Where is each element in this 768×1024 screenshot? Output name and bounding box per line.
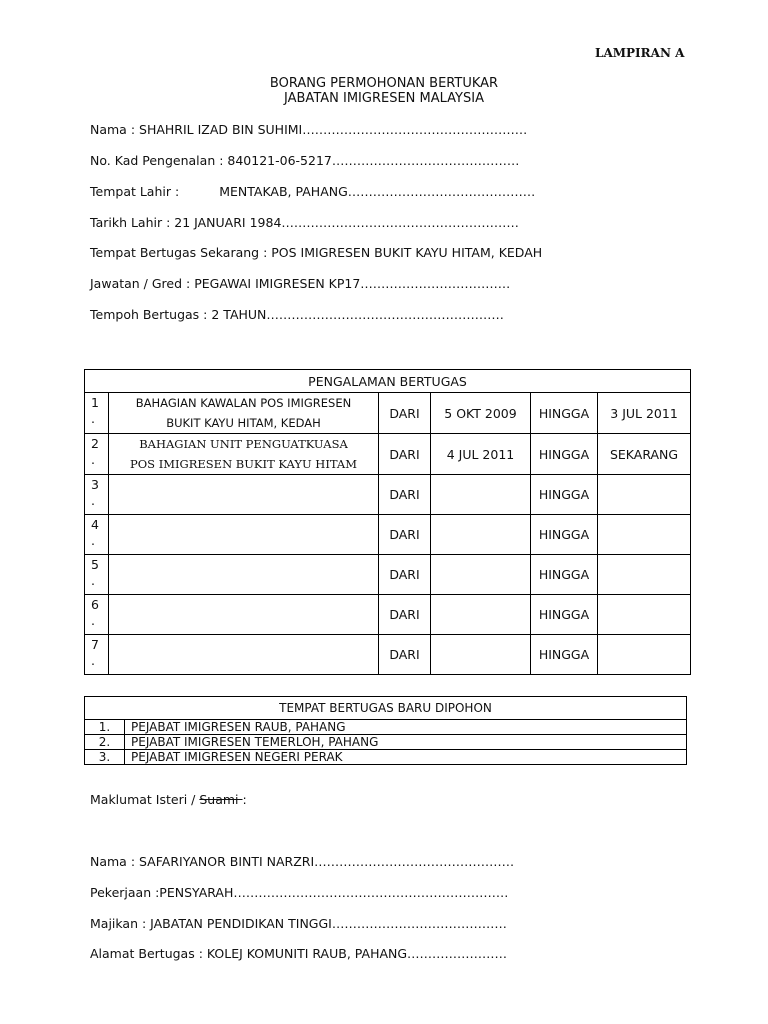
experience-row — [85, 475, 691, 515]
experience-row — [85, 555, 691, 595]
field-nama: Nama : SHAHRIL IZAD BIN SUHIMI……………………………………………… — [90, 122, 528, 137]
new-posting-number: 3. — [85, 750, 125, 765]
row-number-digit: 4 — [91, 517, 99, 532]
new-posting-row — [85, 750, 687, 765]
field-tempat-bertugas: Tempat Bertugas Sekarang : POS IMIGRESEN BUKIT KAYU HITAM, KEDAH — [90, 245, 543, 260]
dari-label: DARI — [379, 393, 431, 434]
spouse-nama: Nama : SAFARIYANOR BINTI NARZRI………………………………………… — [90, 854, 515, 869]
date-from — [431, 515, 531, 555]
date-to: SEKARANG — [598, 434, 691, 475]
date-to: 3 JUL 2011 — [598, 393, 691, 434]
experience-row — [85, 595, 691, 635]
row-number-dot: . — [91, 493, 95, 508]
spouse-alamat-bertugas: Alamat Bertugas : KOLEJ KOMUNITI RAUB, PAHANG…………………… — [90, 946, 508, 961]
row-number-dot: . — [91, 573, 95, 588]
row-number-digit: 6 — [91, 597, 99, 612]
field-tarikh-lahir: Tarikh Lahir : 21 JANUARI 1984………………………………………………… — [90, 215, 519, 230]
experience-department — [109, 515, 379, 555]
spouse-label-prefix: Maklumat Isteri / — [90, 792, 200, 807]
new-posting-row — [85, 720, 687, 735]
date-from: 4 JUL 2011 — [431, 434, 531, 475]
row-number-dot: . — [91, 653, 95, 668]
row-number-dot: . — [91, 452, 95, 467]
department-line1: BAHAGIAN UNIT PENGUATKUASA — [139, 437, 348, 451]
spouse-label-suffix: : — [242, 792, 247, 807]
spouse-pekerjaan: Pekerjaan :PENSYARAH………………………………………………………… — [90, 885, 509, 900]
hingga-label: HINGGA — [531, 475, 598, 515]
hingga-label: HINGGA — [531, 555, 598, 595]
experience-department — [109, 393, 379, 434]
dari-label: DARI — [379, 515, 431, 555]
form-title-line2: JABATAN IMIGRESEN MALAYSIA — [284, 91, 484, 106]
department-line2: BUKIT KAYU HITAM, KEDAH — [166, 416, 321, 430]
field-tempat-lahir — [90, 184, 535, 199]
department-line2: POS IMIGRESEN BUKIT KAYU HITAM — [130, 457, 357, 471]
dari-label: DARI — [379, 434, 431, 475]
experience-row-number — [85, 393, 109, 434]
experience-department — [109, 555, 379, 595]
date-to — [598, 555, 691, 595]
new-posting-office: PEJABAT IMIGRESEN RAUB, PAHANG — [125, 720, 687, 735]
new-posting-table — [84, 696, 687, 765]
date-from — [431, 595, 531, 635]
experience-department — [109, 635, 379, 675]
experience-row-number — [85, 635, 109, 675]
spouse-majikan: Majikan : JABATAN PENDIDIKAN TINGGI…………………………………… — [90, 916, 507, 931]
experience-row-number — [85, 475, 109, 515]
field-tempat-lahir-label: Tempat Lahir : — [90, 184, 180, 199]
dari-label: DARI — [379, 475, 431, 515]
hingga-label: HINGGA — [531, 595, 598, 635]
hingga-label: HINGGA — [531, 393, 598, 434]
experience-row — [85, 434, 691, 475]
date-to — [598, 635, 691, 675]
date-from — [431, 555, 531, 595]
spouse-label-struck: Suami — [199, 792, 243, 807]
row-number-dot: . — [91, 533, 95, 548]
hingga-label: HINGGA — [531, 434, 598, 475]
row-number-digit: 1 — [91, 395, 99, 410]
date-to — [598, 515, 691, 555]
dari-label: DARI — [379, 595, 431, 635]
date-from — [431, 475, 531, 515]
dari-label: DARI — [379, 635, 431, 675]
experience-row — [85, 515, 691, 555]
row-number-digit: 2 — [91, 436, 99, 451]
new-posting-number: 2. — [85, 735, 125, 750]
experience-table — [84, 369, 691, 675]
row-number-dot: . — [91, 411, 95, 426]
dari-label: DARI — [379, 555, 431, 595]
experience-department — [109, 475, 379, 515]
spouse-section-label — [90, 792, 247, 807]
hingga-label: HINGGA — [531, 515, 598, 555]
field-kad-pengenalan: No. Kad Pengenalan : 840121-06-5217……………………………………… — [90, 153, 520, 168]
lampiran-label: LAMPIRAN A — [595, 46, 685, 60]
experience-row-number — [85, 555, 109, 595]
date-from — [431, 635, 531, 675]
experience-department — [109, 434, 379, 475]
date-to — [598, 475, 691, 515]
row-number-digit: 5 — [91, 557, 99, 572]
field-tempoh-bertugas: Tempoh Bertugas : 2 TAHUN………………………………………………… — [90, 307, 504, 322]
field-jawatan-gred: Jawatan / Gred : PEGAWAI IMIGRESEN KP17……………………………… — [90, 276, 511, 291]
hingga-label: HINGGA — [531, 635, 598, 675]
experience-row-number — [85, 595, 109, 635]
date-from: 5 OKT 2009 — [431, 393, 531, 434]
form-title-line1: BORANG PERMOHONAN BERTUKAR — [269, 76, 499, 91]
row-number-digit: 3 — [91, 477, 99, 492]
department-line1: BAHAGIAN KAWALAN POS IMIGRESEN — [135, 396, 352, 410]
new-posting-office: PEJABAT IMIGRESEN NEGERI PERAK — [125, 750, 687, 765]
new-posting-office: PEJABAT IMIGRESEN TEMERLOH, PAHANG — [125, 735, 687, 750]
date-to — [598, 595, 691, 635]
experience-row — [85, 635, 691, 675]
new-posting-header: TEMPAT BERTUGAS BARU DIPOHON — [85, 697, 687, 720]
experience-row — [85, 393, 691, 434]
new-posting-number: 1. — [85, 720, 125, 735]
row-number-digit: 7 — [91, 637, 99, 652]
field-tempat-lahir-value: MENTAKAB, PAHANG……………………………………… — [219, 184, 536, 199]
row-number-dot: . — [91, 613, 95, 628]
new-posting-row — [85, 735, 687, 750]
experience-department — [109, 595, 379, 635]
experience-header: PENGALAMAN BERTUGAS — [85, 370, 691, 393]
experience-row-number — [85, 515, 109, 555]
experience-row-number — [85, 434, 109, 475]
